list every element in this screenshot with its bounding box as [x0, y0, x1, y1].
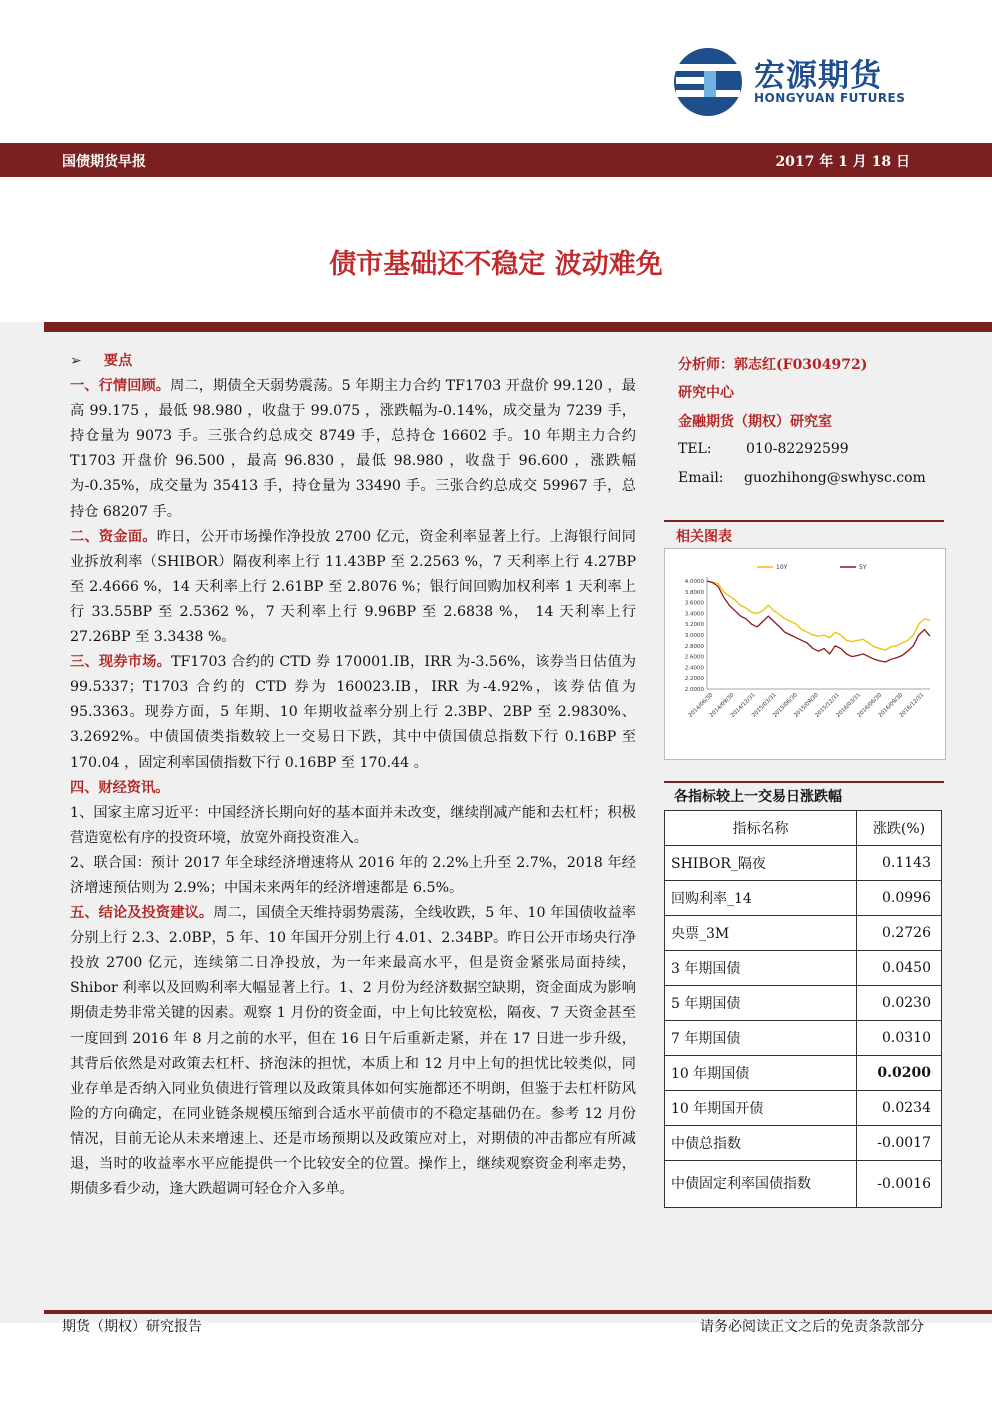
- table-row: [665, 846, 942, 881]
- y-tick-label: 3.8000: [684, 589, 704, 596]
- table-title: 各指标较上一交易日涨跌幅: [674, 789, 842, 805]
- section-heading: 四、财经资讯。: [70, 779, 170, 796]
- indicator-value: -0.0017: [857, 1126, 942, 1161]
- table-row: [665, 881, 942, 916]
- email-link[interactable]: guozhihong@swhysc.com: [744, 470, 926, 486]
- indicator-value: 0.2726: [857, 916, 942, 951]
- indicator-value: -0.0016: [857, 1161, 942, 1208]
- table-header-cell: 涨跌(%): [857, 811, 942, 846]
- table-row: [665, 986, 942, 1021]
- y-tick-label: 3.4000: [684, 611, 704, 618]
- x-tick-label: 2016/12/31: [898, 692, 926, 719]
- section-news: [70, 776, 636, 801]
- indicator-table: [664, 810, 942, 1208]
- indicator-name: 中债总指数: [665, 1126, 857, 1161]
- y-tick-label: 3.0000: [684, 633, 704, 639]
- yield-chart: [665, 549, 945, 759]
- section-text: TF1703 合约的 CTD 券 170001.IB，IRR 为-3.56%，该券当日估值为 99.5337；T1703 合约的 CTD 券为 160023.IB，IRR 为-4.92%，该券估值为 95.3363。现券方面，5 年期、10 年期收益率分别上行 2.3BP、2BP 至 2.9830%、3.2692%。中债国债类指数较上一交易日下跌，其中中债国债总指数下行 0.16BP 至 170.04 ，固定利率国债指数下行 0.16BP 至 170.44 。: [70, 654, 636, 771]
- y-tick-label: 4.0000: [684, 579, 704, 585]
- table-row: [665, 1021, 942, 1056]
- y-tick-label: 2.6000: [684, 654, 704, 661]
- section-text: 周二，期债全天弱势震荡。5 年期主力合约 TF1703 开盘价 99.120 ，最高 99.175 ，最低 98.980 ，收盘于 99.075 ，涨跌幅为-0.14%，成交量为 7239 手，持仓量为 9073 手。三张合约总成交 8749 手，总持仓 16602 手。10 年期主力合约 T1703 开盘价 96.500 ，最高 96.830 ，最低 98.980 ，收盘于 96.600 ，涨跌幅为-0.35%，成交量为 35413 手，持仓量为 33490 手。三张合约总成交 59967 手，总持仓 68207 手。: [70, 378, 636, 520]
- section-heading: 二、资金面。: [70, 528, 157, 545]
- brand-name-cn: 宏源期货: [754, 58, 882, 94]
- email-label: Email:: [678, 470, 724, 486]
- research-center: 研究中心: [678, 385, 734, 401]
- indicator-value: 0.0450: [857, 951, 942, 986]
- table-row: [665, 1126, 942, 1161]
- y-tick-label: 2.8000: [684, 643, 704, 650]
- section-cash-bond: [70, 650, 636, 775]
- x-tick-label: 2014/09/30: [708, 692, 736, 719]
- page-title: 债市基础还不稳定 波动难免: [329, 249, 663, 280]
- table-row: [665, 916, 942, 951]
- y-tick-label: 3.6000: [684, 600, 704, 607]
- y-tick-label: 2.2000: [684, 676, 704, 683]
- table-row: [665, 1056, 942, 1091]
- report-body: [70, 349, 636, 1202]
- indicator-name: SHIBOR_隔夜: [665, 846, 857, 881]
- y-tick-label: 3.2000: [684, 622, 704, 629]
- content-top-rule: [44, 322, 992, 332]
- y-tick-label: 2.0000: [684, 687, 704, 693]
- series-line: [707, 581, 930, 662]
- section-heading: 五、结论及投资建议。: [70, 905, 214, 922]
- indicator-name: 7 年期国债: [665, 1021, 857, 1056]
- table-header-row: [665, 811, 942, 846]
- x-tick-label: 2015/06/30: [772, 692, 799, 719]
- brand-name-en: HONGYUAN FUTURES: [754, 91, 906, 105]
- section-market-review: [70, 374, 636, 525]
- report-type: 国债期货早报: [62, 154, 146, 170]
- y-tick-label: 2.4000: [684, 665, 704, 672]
- tel-value: 010-82292599: [746, 441, 849, 457]
- news-item: 2、联合国：预计 2017 年全球经济增速将从 2016 年的 2.2%上升至 2.7%，2018 年经济增速预估则为 2.9%；中国未来两年的经济增速都是 6.5%。: [70, 854, 636, 896]
- indicator-name: 10 年期国开债: [665, 1091, 857, 1126]
- news-item: 1、国家主席习近平：中国经济长期向好的基本面并未改变，继续削减产能和去杠杆；积极营造宽松有序的投资环境，放宽外商投资准入。: [70, 804, 636, 846]
- x-tick-label: 2016/03/31: [835, 692, 863, 719]
- indicator-name: 回购利率_14: [665, 881, 857, 916]
- section-liquidity: [70, 525, 636, 650]
- table-row: [665, 951, 942, 986]
- key-points-heading: ➢ 要点: [70, 353, 133, 369]
- footer-report-type: 期货（期权）研究报告: [62, 1319, 202, 1335]
- analyst-name: 分析师：郭志红(F0304972): [678, 357, 868, 373]
- indicator-name: 央票_3M: [665, 916, 857, 951]
- x-tick-label: 2014/12/31: [729, 692, 757, 719]
- section-heading: 三、现券市场。: [70, 654, 172, 671]
- table-row: [665, 1091, 942, 1126]
- indicator-name: 5 年期国债: [665, 986, 857, 1021]
- indicator-value: 0.0310: [857, 1021, 942, 1056]
- footer-disclaimer: 请务必阅读正文之后的免责条款部分: [700, 1319, 924, 1335]
- tel-label: TEL:: [678, 441, 712, 457]
- indicator-value: 0.0996: [857, 881, 942, 916]
- section-heading: 一、行情回顾。: [70, 378, 171, 395]
- report-date: 2017 年 1 月 18 日: [775, 154, 910, 170]
- section-text: 周二，国债全天维持弱势震荡，全线收跌，5 年、10 年国债收益率分别上行 2.3、2.0BP，5 年、10 年国开分别上行 4.01、2.34BP。昨日公开市场央行净投放 2700 亿元，连续第二日净投放，为一年来最高水平，但是资金紧张局面持续，Shibor 利率以及回购利率大幅显著上行。1、2 月份为经济数据空缺期，资金面成为影响期债走势非常关键的因素。观察 1 月份的资金面，中上旬比较宽松，隔夜、7 天资金甚至一度回到 2016 年 8 月之前的水平，但在 16 日午后重新走紧，并在 17 日进一步升级，其背后依然是对政策去杠杆、挤泡沫的担忧，本质上和 12 月中上旬的担忧比较类似，同业存单是否纳入同业负债进行管理以及政策具体如何实施都还不明朗，但鉴于去杠杆防风险的方向确定，在同业链条规模压缩到合适水平前债市的不稳定基础仍在。参考 12 月份情况，目前无论从未来增速上、还是市场预期以及政策应对上，对期债的冲击都应有所减退，当时的收益率水平应能提供一个比较安全的位置。操作上，继续观察资金利率走势，期债多看少动，逢大跌超调可轻仓介入多单。: [70, 905, 636, 1198]
- x-tick-label: 2015/09/30: [793, 692, 820, 719]
- indicator-value: 0.0234: [857, 1091, 942, 1126]
- indicator-value: 0.0200: [857, 1056, 942, 1091]
- x-tick-label: 2014/06/30: [687, 692, 715, 719]
- legend-label: 5Y: [859, 564, 867, 571]
- yield-chart-container: [664, 548, 946, 760]
- indicator-value: 0.0230: [857, 986, 942, 1021]
- indicator-name: 3 年期国债: [665, 951, 857, 986]
- footer-rule: [44, 1310, 992, 1314]
- x-tick-label: 2016/09/30: [877, 692, 905, 719]
- x-tick-label: 2016/06/30: [856, 692, 884, 719]
- legend-label: 10Y: [776, 564, 788, 571]
- x-tick-label: 2015/03/31: [751, 692, 778, 719]
- section-conclusion: [70, 901, 636, 1202]
- indicator-name: 中债固定利率国债指数: [665, 1161, 857, 1208]
- logo-icon: [672, 46, 744, 118]
- indicator-name: 10 年期国债: [665, 1056, 857, 1091]
- arrow-icon: ➢: [70, 353, 82, 369]
- chart-heading: 相关图表: [676, 529, 732, 545]
- section-text: 昨日，公开市场操作净投放 2700 亿元，资金利率显著上行。上海银行间同业拆放利率（SHIBOR）隔夜利率上行 11.43BP 至 2.2563 %，7 天利率上行 4.27BP 至 2.4666 %，14 天利率上行 2.61BP 至 2.8076 %；银行间回购加权利率 1 天利率上行 33.55BP 至 2.5362 %，7 天利率上行 9.96BP 至 2.6838 %， 14 天利率上行 27.26BP 至 3.3438 %。: [70, 528, 636, 646]
- indicator-value: 0.1143: [857, 846, 942, 881]
- table-heading-rule: [664, 781, 944, 783]
- table-header-cell: 指标名称: [665, 811, 857, 846]
- table-row: [665, 1161, 942, 1208]
- chart-heading-rule: [664, 520, 944, 522]
- research-dept: 金融期货（期权）研究室: [678, 414, 832, 430]
- x-tick-label: 2015/12/31: [814, 692, 842, 719]
